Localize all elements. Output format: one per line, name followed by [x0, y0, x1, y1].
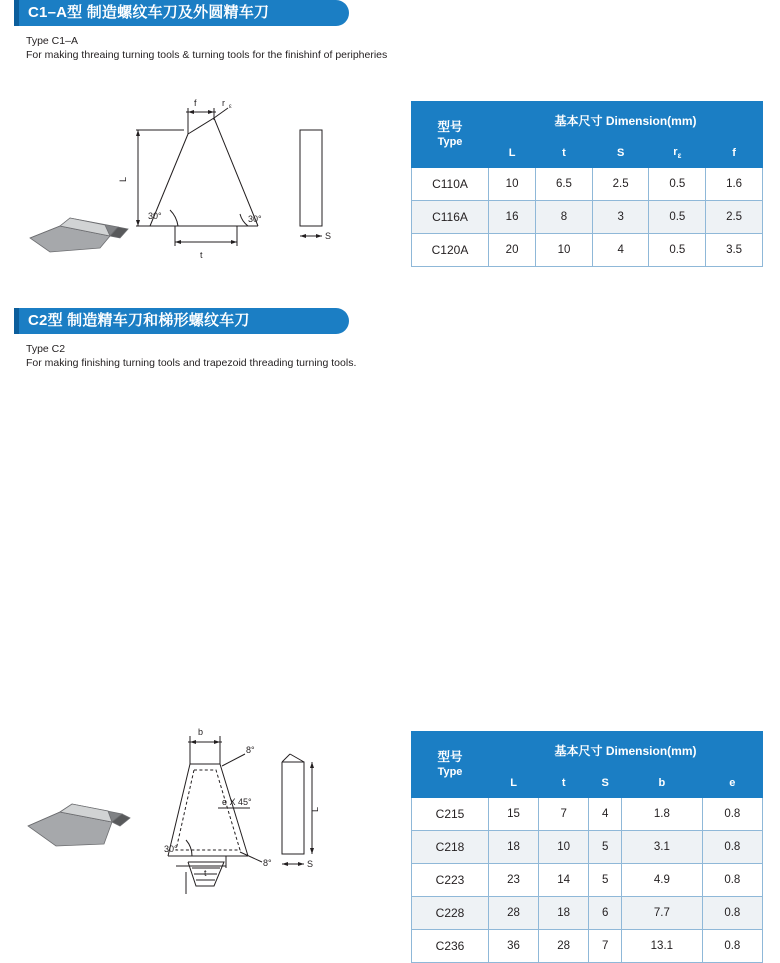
figure-c2 [0, 726, 400, 926]
cell-L: 15 [489, 798, 539, 831]
header-col-L: L [489, 139, 536, 168]
section-c2 [0, 308, 780, 953]
label-angle-right: 30° [248, 214, 262, 224]
label-t: t [204, 868, 207, 878]
cell-b: 4.9 [622, 864, 703, 897]
cell-t: 8 [536, 201, 593, 234]
cell-t: 14 [539, 864, 589, 897]
cell-S: 3 [592, 201, 649, 234]
cell-t: 7 [539, 798, 589, 831]
label-L: L [310, 806, 320, 812]
banner-accent-bar [14, 0, 19, 26]
cell-type: C110A [412, 168, 489, 201]
cell-b: 7.7 [622, 897, 703, 930]
cell-L: 18 [489, 831, 539, 864]
cell-r: 0.5 [649, 168, 706, 201]
spec-table-c2 [411, 731, 763, 963]
cell-type: C218 [412, 831, 489, 864]
header-type-en: Type [437, 766, 463, 778]
table-row [412, 864, 763, 897]
table-row [412, 168, 763, 201]
cell-type: C223 [412, 864, 489, 897]
cell-f: 3.5 [706, 234, 763, 267]
side-view [300, 130, 322, 238]
table-header-row-main [412, 732, 763, 769]
cell-t: 10 [539, 831, 589, 864]
cell-f: 1.6 [706, 168, 763, 201]
header-dimension: 基本尺寸 Dimension(mm) [489, 732, 763, 769]
table-header-row-main [412, 102, 763, 139]
header-dimension: 基本尺寸 Dimension(mm) [489, 102, 763, 139]
table-body [412, 168, 763, 267]
label-f: f [194, 98, 197, 108]
cell-b: 3.1 [622, 831, 703, 864]
header-col-t: t [539, 769, 589, 798]
cell-e: 0.8 [702, 831, 762, 864]
cell-S: 6 [589, 897, 622, 930]
header-type-en: Type [437, 136, 463, 148]
header-type-cn: 型号 [437, 120, 463, 134]
subtitle-line-1: Type C2 [26, 343, 66, 355]
figure-c2-drawing [0, 726, 400, 926]
header-col-S: S [592, 139, 649, 168]
label-angle-left: 30° [164, 844, 178, 854]
table-row [412, 201, 763, 234]
front-view [136, 108, 258, 246]
header-type [412, 102, 489, 168]
cell-r: 0.5 [649, 201, 706, 234]
label-r-subscript: ε [229, 104, 232, 110]
cell-r: 0.5 [649, 234, 706, 267]
header-col-t: t [536, 139, 593, 168]
table-row [412, 234, 763, 267]
header-col-r-sub: ε [677, 151, 682, 161]
header-type-cn: 型号 [437, 750, 463, 764]
cell-f: 2.5 [706, 201, 763, 234]
table-header [412, 732, 763, 798]
subtitle-line-2: For making threaing turning tools & turning tools for the finishinf of peripheries [26, 49, 388, 61]
cell-type: C228 [412, 897, 489, 930]
cell-L: 23 [489, 864, 539, 897]
figure-c1a-drawing [0, 86, 400, 266]
cell-L: 36 [489, 930, 539, 963]
label-angle-top: 8° [246, 745, 255, 755]
label-e-chamfer: e X 45° [222, 797, 252, 807]
cell-S: 2.5 [592, 168, 649, 201]
cell-type: C215 [412, 798, 489, 831]
cell-e: 0.8 [702, 897, 762, 930]
cell-b: 1.8 [622, 798, 703, 831]
cell-S: 4 [592, 234, 649, 267]
header-col-f: f [706, 139, 763, 168]
header-col-r-base: r [673, 145, 678, 158]
label-S: S [307, 859, 314, 869]
spec-table-c1a [411, 101, 763, 267]
label-r: r [222, 98, 225, 108]
header-col-S: S [589, 769, 622, 798]
header-col-e: e [702, 769, 762, 798]
cell-b: 13.1 [622, 930, 703, 963]
cell-L: 16 [489, 201, 536, 234]
section-banner [14, 0, 354, 26]
cell-S: 7 [589, 930, 622, 963]
section-subtitle [26, 34, 780, 62]
label-angle-bottom: 8° [263, 858, 272, 868]
cell-L: 10 [489, 168, 536, 201]
label-L: L [118, 176, 128, 182]
cell-S: 5 [589, 831, 622, 864]
header-col-r [649, 139, 706, 168]
label-t: t [200, 250, 203, 260]
header-col-L: L [489, 769, 539, 798]
cell-e: 0.8 [702, 930, 762, 963]
subtitle-line-1: Type C1–A [26, 35, 78, 47]
banner-title: C1–A型 制造螺纹车刀及外圆精车刀 [28, 4, 270, 21]
section-c1a [0, 0, 780, 260]
cell-type: C236 [412, 930, 489, 963]
label-S: S [325, 231, 332, 241]
table-body [412, 798, 763, 963]
cell-L: 28 [489, 897, 539, 930]
insert-3d-view [28, 804, 130, 846]
cell-t: 10 [536, 234, 593, 267]
table-row [412, 831, 763, 864]
front-view [168, 736, 262, 894]
cell-t: 28 [539, 930, 589, 963]
table-row [412, 798, 763, 831]
cell-S: 5 [589, 864, 622, 897]
header-col-b: b [622, 769, 703, 798]
subtitle-line-2: For making finishing turning tools and trapezoid threading turning tools. [26, 357, 357, 369]
cell-e: 0.8 [702, 798, 762, 831]
table-header [412, 102, 763, 168]
label-angle-left: 30° [148, 211, 162, 221]
cell-type: C116A [412, 201, 489, 234]
cell-L: 20 [489, 234, 536, 267]
label-b: b [198, 727, 204, 737]
table-row [412, 930, 763, 963]
cell-e: 0.8 [702, 864, 762, 897]
section-banner [14, 308, 354, 334]
insert-3d-view [30, 218, 128, 252]
section-subtitle [26, 342, 780, 370]
banner-title: C2型 制造精车刀和梯形螺纹车刀 [28, 312, 250, 329]
header-type [412, 732, 489, 798]
cell-S: 4 [589, 798, 622, 831]
table-row [412, 897, 763, 930]
cell-t: 6.5 [536, 168, 593, 201]
cell-t: 18 [539, 897, 589, 930]
cell-type: C120A [412, 234, 489, 267]
figure-c1a [0, 86, 400, 266]
banner-accent-bar [14, 308, 19, 334]
